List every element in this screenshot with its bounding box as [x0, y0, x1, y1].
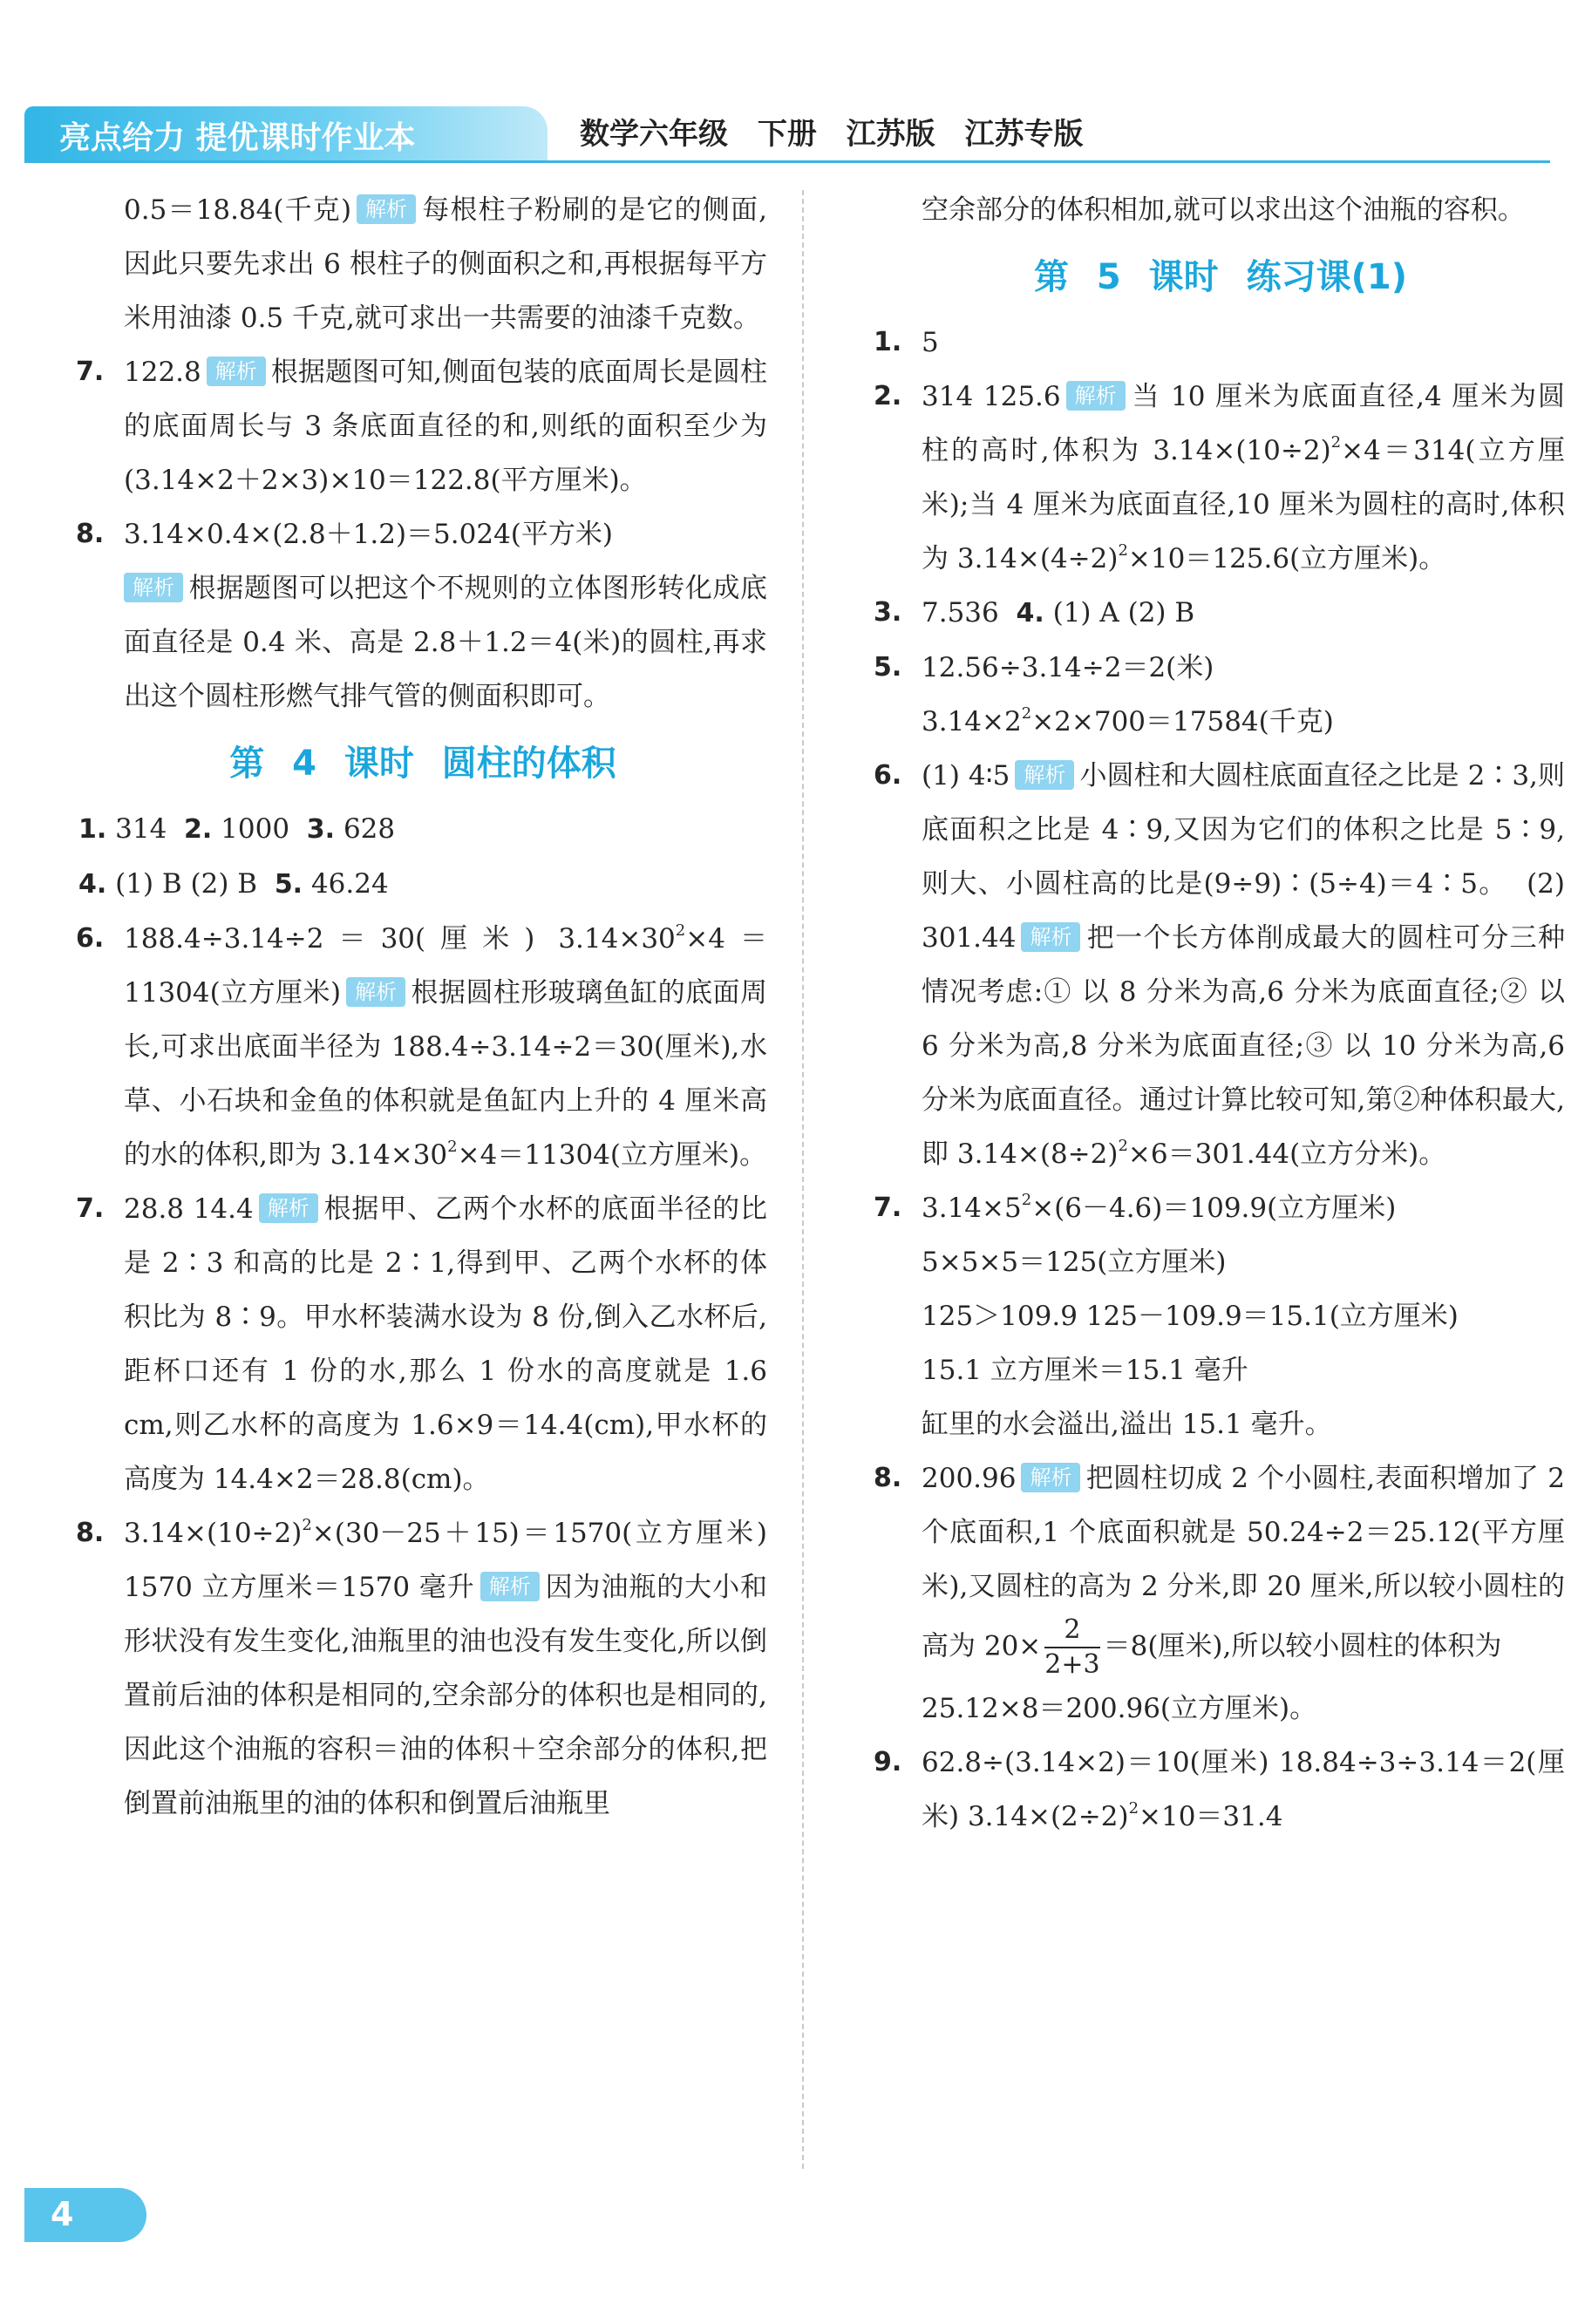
- right-q1: 1. 5: [874, 327, 939, 358]
- header-brand-tab: [24, 106, 548, 160]
- header-subtitle: 数学六年级 下册 江苏版 江苏专版: [580, 117, 1084, 152]
- right-q7: 7. $3.14\times 5^2\times(6-4.6)=109.9$(立方厘米) 5×5×5＝125(立方厘米) 125＞109.9 125－109.9＝15.1(立方厘米) 15.1 立方厘米＝15.1 毫升 缸里的水会溢出,溢出 15.1 毫升。: [874, 1191, 1459, 1440]
- left-q7: 7. 122.8 解析 根据题图可知,侧面包装的底面周长是圆柱的底面周长与 3 条底面直径的和,则纸的面积至少为(3.14×2＋2×3)×10＝122.8(平方厘米)。: [76, 357, 767, 496]
- left-s4-q7: 7. 28.8 14.4 解析 根据甲、乙两个水杯的底面半径的比是 2∶3 和高的比是 2∶1,得到甲、乙两个水杯的体积比为 8∶9。甲水杯装满水设为 8 份,倒入乙水杯后,距杯口还有 1 份的水,那么 1 份水的高度就是 1.6 cm,则乙水杯的高度为 1.6×9＝14.4(cm),甲水杯的高度为 14.4×2＝28.8(cm)。: [76, 1193, 767, 1495]
- analysis-tag: 解析: [207, 357, 266, 386]
- analysis-tag: 解析: [1015, 760, 1074, 790]
- left-column: [78, 183, 767, 1831]
- analysis-tag: 解析: [480, 1572, 540, 1601]
- analysis-tag: 解析: [357, 194, 416, 224]
- right-q8: 8. 200.96 解析 把圆柱切成 2 个小圆柱,表面积增加了 2 个底面积,1 个底面积就是 50.24÷2＝25.12(平方厘米),又圆柱的高为 2 分米,即 20 厘米,所以较小圆柱的高为 20× $\frac{2}{2+3}$ ＝8(厘米),所以较小圆柱的体积为 25.12×8＝200.96(立方厘米)。: [874, 1463, 1565, 1724]
- page-number-badge: [24, 2188, 146, 2242]
- analysis-tag: 解析: [1021, 922, 1080, 952]
- left-s4-row2: 4. (1) B (2) B 5. 46.24: [78, 868, 389, 900]
- left-s4-row1: 1. 314 2. 1000 3. 628: [78, 813, 396, 845]
- right-q3-q4: 3. 7.536 4. (1) A (2) B: [874, 597, 1195, 629]
- analysis-tag: 解析: [259, 1193, 318, 1223]
- analysis-tag: 解析: [1021, 1463, 1080, 1492]
- right-q9: 9. 62.8÷(3.14×2)＝10(厘米) 18.84÷3÷3.14＝2(厘米) $3.14\times(2\div 2)^2\times 10=31.4$: [874, 1747, 1565, 1832]
- right-column: [876, 183, 1565, 1844]
- right-q5: 5. 12.56÷3.14÷2＝2(米) $3.14\times 2^2\times 2\times 700=17584$(千克): [874, 652, 1334, 737]
- left-q8: 8. 3.14×0.4×(2.8＋1.2)＝5.024(平方米) 解析 根据题图可以把这个不规则的立体图形转化成底面直径是 0.4 米、高是 2.8＋1.2＝4(米)的圆柱,再求出这个圆柱形燃气排气管的侧面积即可。: [76, 519, 767, 712]
- left-continuation: 0.5＝18.84(千克) 解析 每根柱子粉刷的是它的侧面,因此只要先求出 6 根柱子的侧面积之和,再根据每平方米用油漆 0.5 千克,就可求出一共需要的油漆千克数。: [124, 194, 767, 334]
- header-brand: 亮点给力 提优课时作业本: [59, 120, 416, 156]
- column-divider: [802, 190, 804, 2169]
- left-s4-q8: 8. $3.14\times(10\div 2)^2\times(30-25+15)=1570$(立方厘米) 1570 立方厘米＝1570 毫升 解析 因为油瓶的大小和形状没有发生变化,油瓶里的油也没有发生变化,所以倒置前后油的体积是相同的,空余部分的体积也是相同的,因此这个油瓶的容积＝油的体积＋空余部分的体积,把倒置前油瓶里的油的体积和倒置后油瓶里: [76, 1516, 767, 1819]
- right-q6: 6. (1) 4∶5 解析 小圆柱和大圆柱底面直径之比是 2∶3,则底面积之比是 4∶9,又因为它们的体积之比是 5∶9,则大、小圆柱高的比是(9÷9)∶(5÷4)＝4∶5。 (2) 301.44 解析 把一个长方体削成最大的圆柱可分三种情况考虑:① 以 8 分米为高,6 分米为底面直径;② 以 6 分米为高,8 分米为底面直径;③ 以 10 分米为高,6 分米为底面直径。通过计算比较可知,第②种体积最大,即 $3.14\times(8\div 2)^2\times 6=301.44$(立方分米)。: [874, 760, 1566, 1170]
- analysis-tag: 解析: [124, 573, 183, 602]
- analysis-tag: 解析: [346, 977, 405, 1007]
- fraction: $\frac{2}{2+3}$: [1044, 1614, 1100, 1680]
- right-q2: 2. 314 125.6 解析 当 10 厘米为底面直径,4 厘米为圆柱的高时,体积为 $3.14\times(10\div 2)^2\times 4=314$(立方厘米);当 4 厘米为底面直径,10 厘米为圆柱的高时,体积为 $3.14\times(4\div 2)^2\times 10=125.6$(立方厘米)。: [874, 381, 1565, 574]
- analysis-tag: 解析: [1066, 381, 1126, 411]
- section-title-5: 第 5 课时 练习课(1): [1033, 257, 1407, 297]
- page-number: 4: [51, 2195, 74, 2233]
- left-s4-q6: 6. 188.4÷3.14÷2＝30(厘米) $3.14\times 30^2\times 4=11304$(立方厘米) 解析 根据圆柱形玻璃鱼缸的底面周长,可求出底面半径为 188.4÷3.14÷2＝30(厘米),水草、小石块和金鱼的体积就是鱼缸内上升的 4 厘米高的水的体积,即为 $3.14\times 30^2\times 4=11304$(立方厘米)。: [76, 921, 767, 1171]
- right-continuation: 空余部分的体积相加,就可以求出这个油瓶的容积。: [922, 194, 1525, 226]
- header-divider: [24, 160, 1550, 163]
- section-title-4: 第 4 课时 圆柱的体积: [229, 744, 616, 784]
